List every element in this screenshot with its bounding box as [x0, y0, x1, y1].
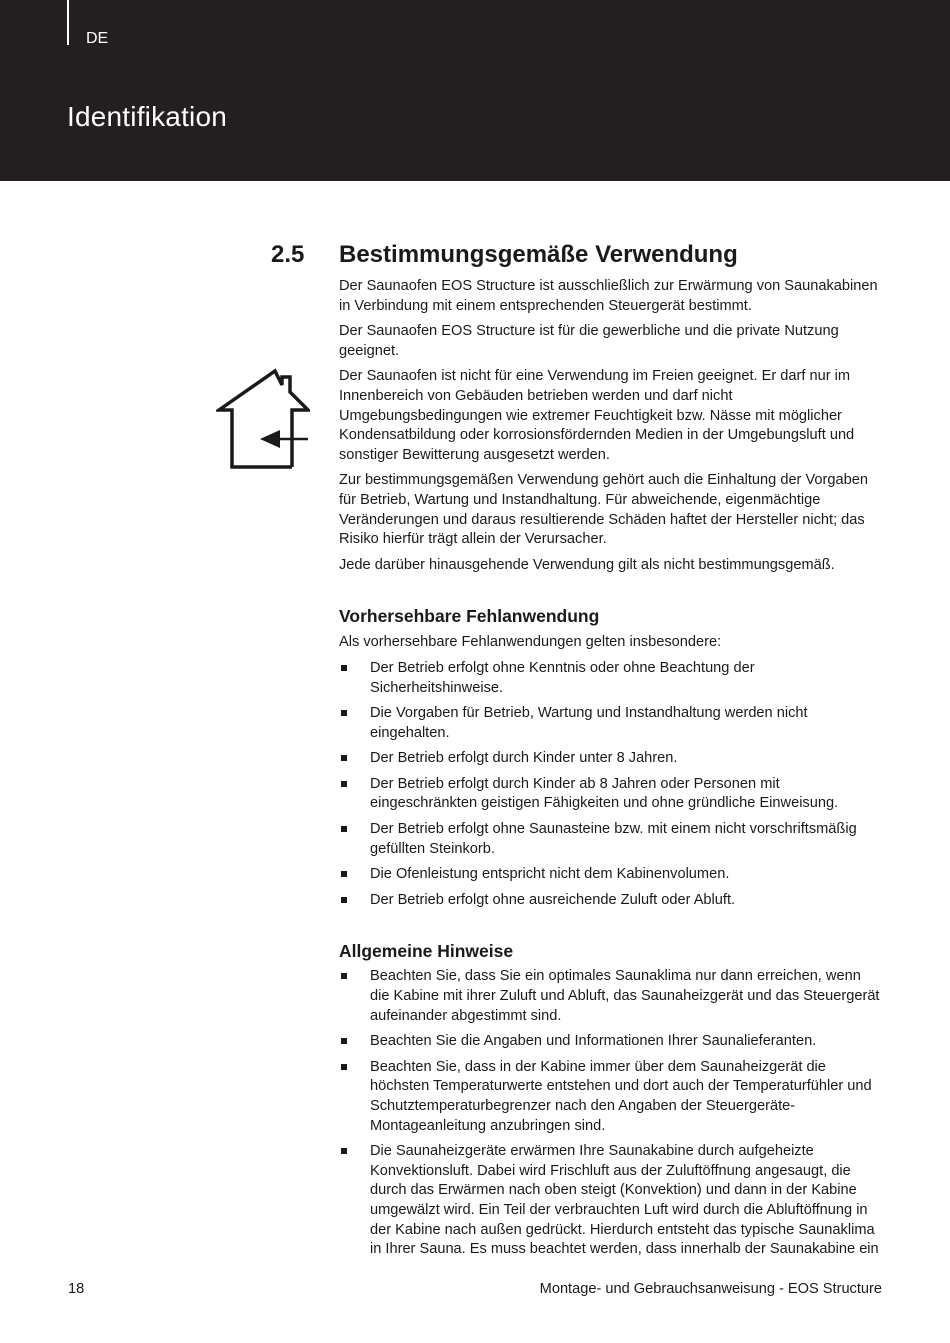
section-number: 2.5	[271, 241, 305, 268]
list-item: Die Vorgaben für Betrieb, Wartung und Instandhaltung werden nicht eingehalten.	[339, 704, 883, 743]
list-item: Die Ofenleistung entspricht nicht dem Kabinenvolumen.	[339, 865, 883, 885]
intro-paragraph-1: Der Saunaofen EOS Structure ist ausschließlich zur Erwärmung von Saunakabinen in Verbindung mit einem entsprechenden Steuergerät bestimmt.	[339, 278, 878, 314]
list-item: Der Betrieb erfolgt durch Kinder unter 8 Jahren.	[339, 749, 883, 769]
language-label: DE	[86, 30, 109, 47]
list-item: Der Betrieb erfolgt ohne Saunasteine bzw. mit einem nicht vorschriftsmäßig gefüllten Steinkorb.	[339, 820, 883, 859]
list-item: Die Saunaheizgeräte erwärmen Ihre Saunakabine durch aufgeheizte Konvektionsluft. Dabei wird Frischluft aus der Zuluftöffnung angesaugt, die durch das Erwärmen nach oben steigt (Konvektion) und dann in der Kabine umgewälzt wird. Ein Teil der verbrauchten Luft wird durch die Abluftöffnung in der Kabine nach außen gedrückt. Hierdurch entsteht das typische Saunaklima in Ihrer Sauna. Es muss beachtet werden, dass innerhalb der Saunakabine ein	[339, 1142, 883, 1260]
list-item: Beachten Sie, dass Sie ein optimales Saunaklima nur dann erreichen, wenn die Kabine mit ihrer Zuluft und Abluft, das Saunaheizgerät und das Steuergerät aufeinander abgestimmt sind.	[339, 967, 883, 1026]
general-notes-list	[339, 967, 883, 1259]
bullet-square-icon	[341, 826, 347, 832]
bullet-square-icon	[341, 1064, 347, 1070]
intro-paragraph-5: Jede darüber hinausgehende Verwendung gilt als nicht bestimmungsgemäß.	[339, 556, 835, 573]
subheading-general-notes: Allgemeine Hinweise	[339, 941, 514, 962]
document-title: Montage- und Gebrauchsanweisung - EOS Structure	[539, 1281, 882, 1297]
bullet-square-icon	[341, 871, 347, 877]
header-divider	[67, 0, 69, 45]
intro-paragraph-2: Der Saunaofen EOS Structure ist für die gewerbliche und die private Nutzung geeignet.	[339, 323, 839, 359]
chapter-title: Identifikation	[67, 101, 228, 132]
bullet-square-icon	[341, 973, 347, 979]
list-item: Der Betrieb erfolgt ohne ausreichende Zuluft oder Abluft.	[339, 891, 883, 911]
misuse-intro: Als vorhersehbare Fehlanwendungen gelten insbesondere:	[339, 634, 722, 651]
bullet-square-icon	[341, 897, 347, 903]
bullet-square-icon	[341, 781, 347, 787]
intro-paragraph-3: Der Saunaofen ist nicht für eine Verwendung im Freien geeignet. Er darf nur im Innenbereich von Gebäuden betrieben werden und darf nicht Umgebungsbedingungen wie extremer Feuchtigkeit bzw. Nässe mit möglicher Kondensatbildung oder korrosionsfördernden Medien in der Umgebungsluft und sonstiger Bewitterung ausgesetzt werden.	[339, 368, 855, 463]
bullet-square-icon	[341, 710, 347, 716]
intro-paragraph-4: Zur bestimmungsgemäßen Verwendung gehört auch die Einhaltung der Vorgaben für Betrieb, Wartung und Instandhaltung. Für abweichende, eigenmächtige Veränderungen und daraus resultierende Schäden haftet der Hersteller nicht; das Risiko hierfür trägt allein der Verursacher.	[339, 472, 868, 548]
section-title: Bestimmungsgemäße Verwendung	[339, 241, 738, 268]
bullet-square-icon	[341, 665, 347, 671]
page-header	[0, 0, 950, 181]
list-item: Der Betrieb erfolgt ohne Kenntnis oder ohne Beachtung der Sicherheitshinweise.	[339, 659, 883, 698]
misuse-list	[339, 659, 883, 911]
list-item: Beachten Sie, dass in der Kabine immer über dem Saunaheizgerät die höchsten Temperaturwerte entstehen und dort auch der Temperaturfühler und Schutztemperaturbegrenzer nach den Angaben der Steuergeräte-Montageanleitung anzubringen sind.	[339, 1058, 883, 1136]
main-content	[339, 277, 883, 1266]
subheading-misuse: Vorhersehbare Fehlanwendung	[339, 606, 600, 627]
indoor-use-house-icon	[216, 367, 310, 471]
bullet-square-icon	[341, 1038, 347, 1044]
page-number: 18	[68, 1281, 85, 1297]
list-item: Beachten Sie die Angaben und Informationen Ihrer Saunalieferanten.	[339, 1032, 883, 1052]
list-item: Der Betrieb erfolgt durch Kinder ab 8 Jahren oder Personen mit eingeschränkten geistigen Fähigkeiten und ohne gründliche Einweisung.	[339, 775, 883, 814]
bullet-square-icon	[341, 755, 347, 761]
bullet-square-icon	[341, 1148, 347, 1154]
